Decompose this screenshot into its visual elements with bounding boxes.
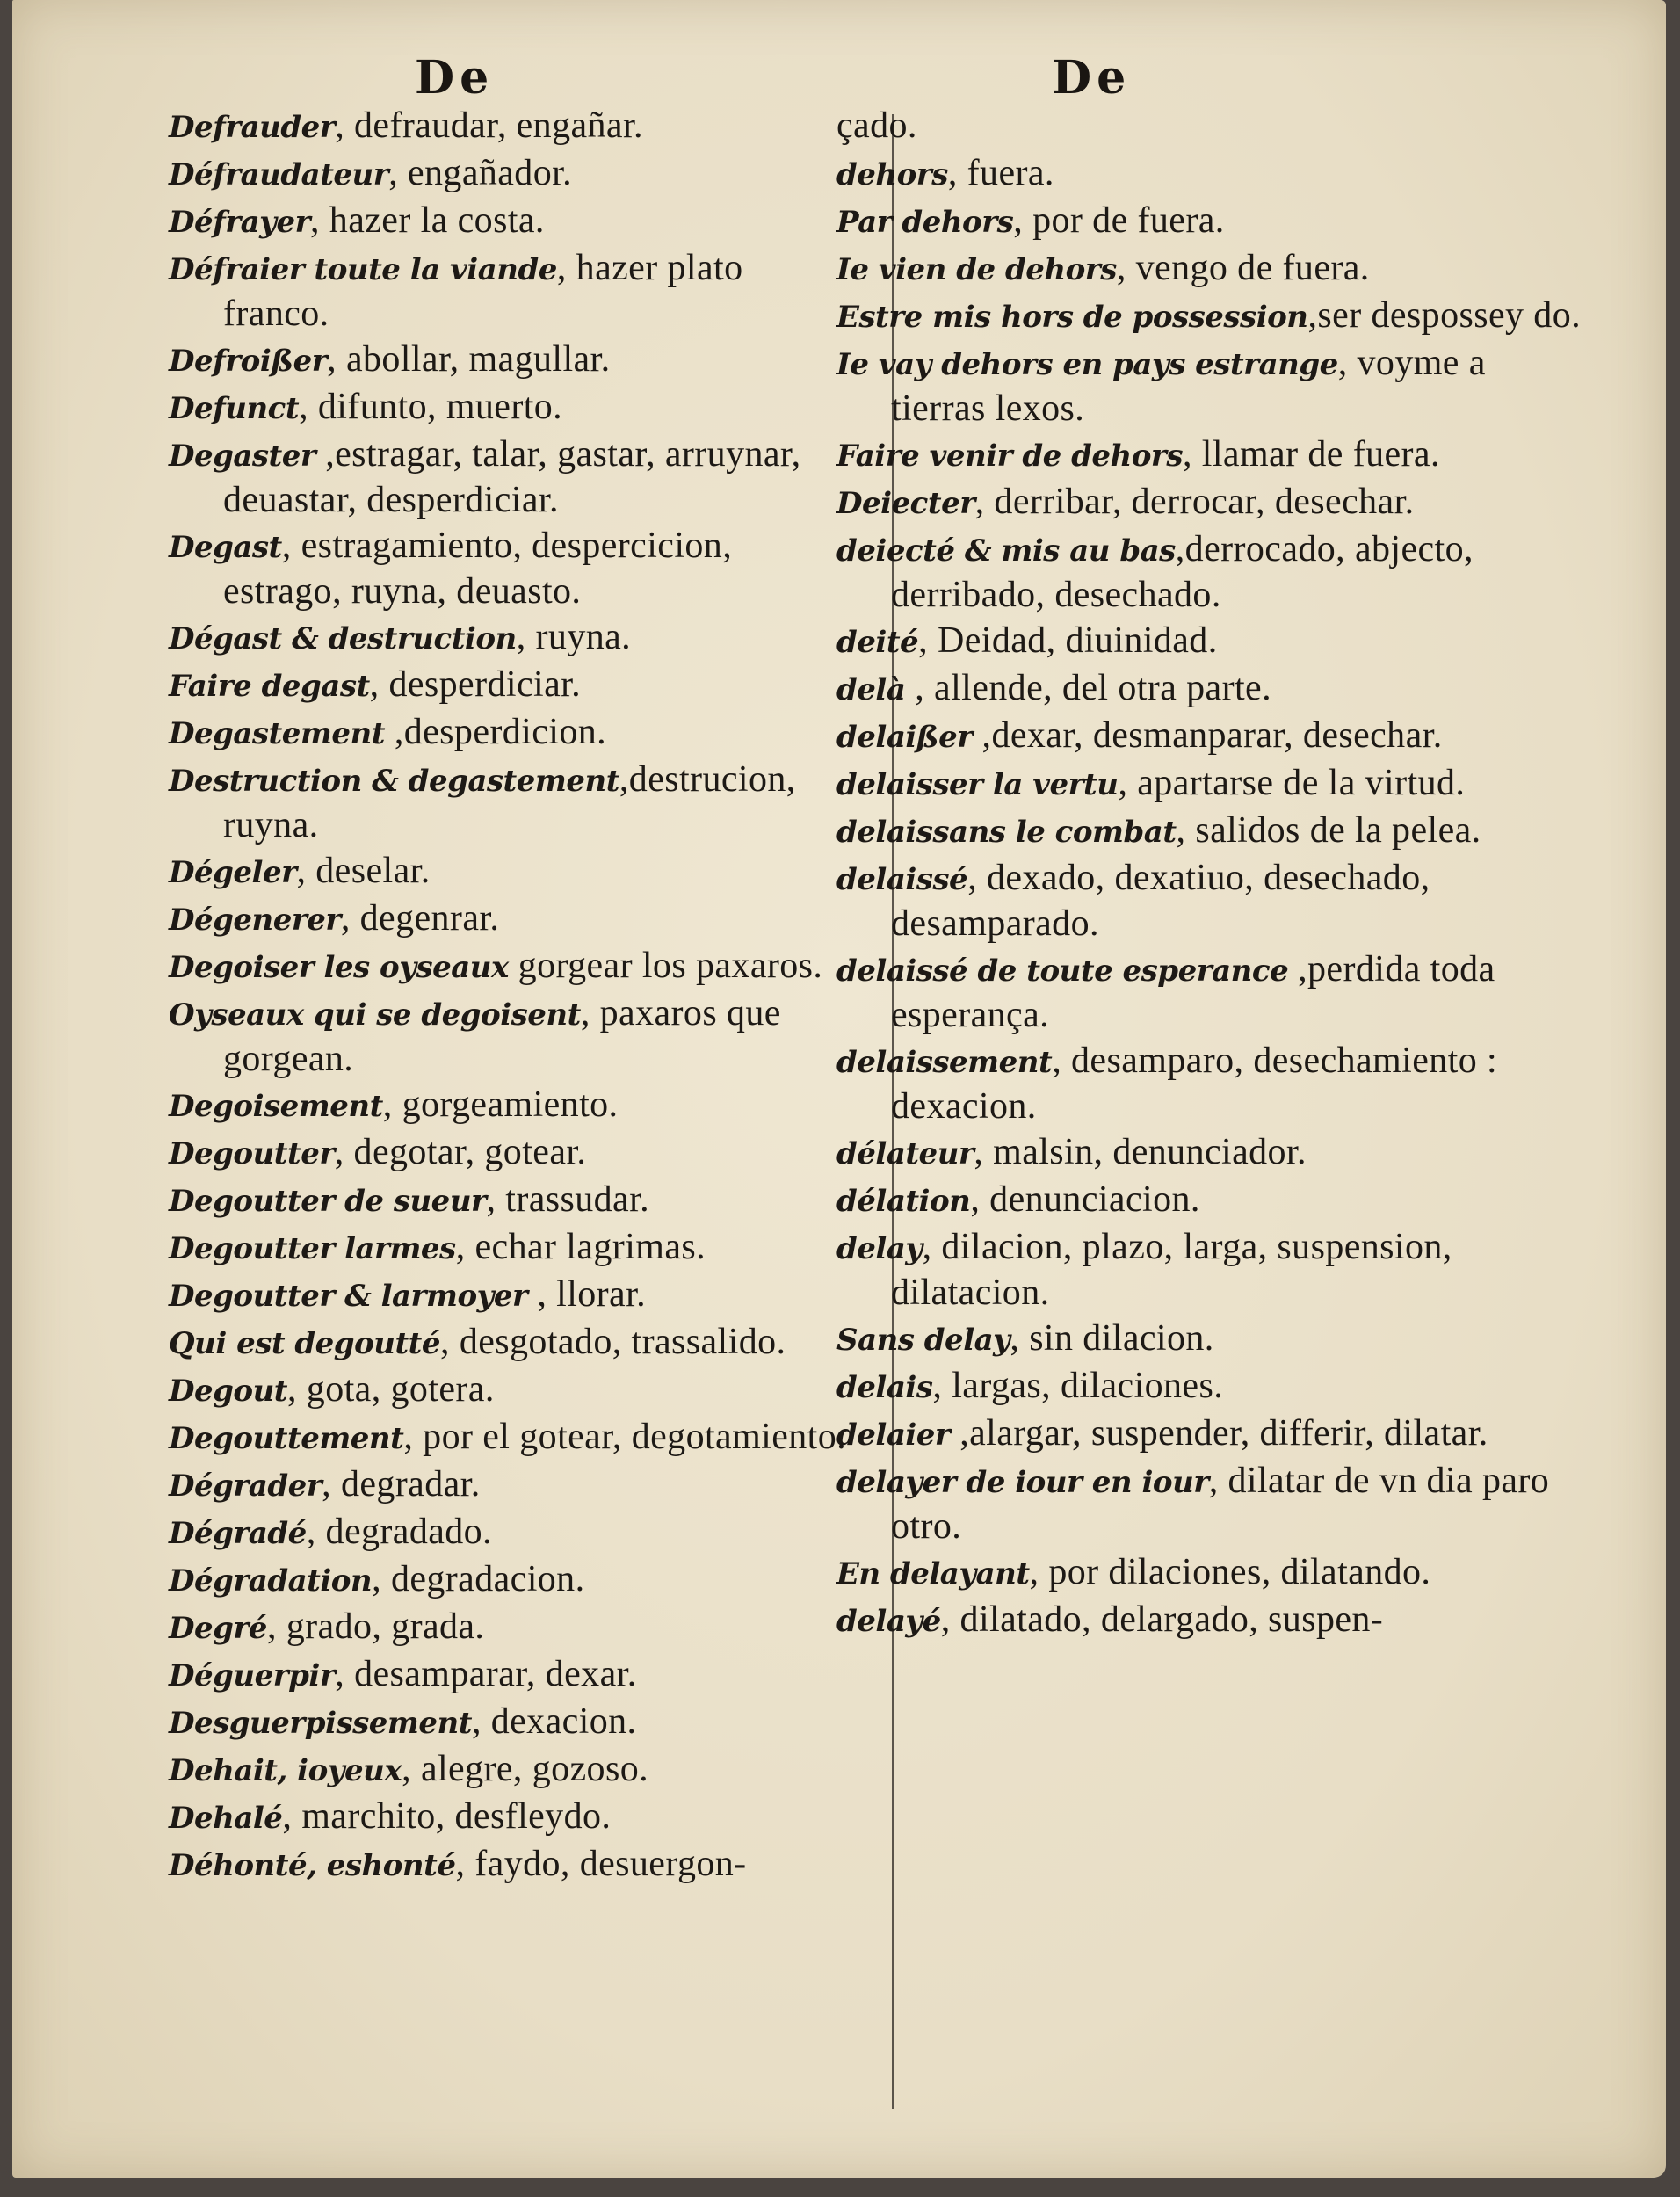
headword: deité — [836, 625, 919, 660]
headword: deiecté & mis au bas — [836, 533, 1176, 569]
translation: , trassudar. — [486, 1179, 650, 1220]
translation: , dilacion, plazo, larga, suspension, dilatacion. — [891, 1227, 1452, 1313]
dictionary-entry — [836, 1225, 1583, 1315]
headword: Dégeler — [169, 855, 297, 890]
translation: , faydo, desuergon- — [455, 1844, 747, 1884]
dictionary-entry — [169, 991, 854, 1081]
translation: , vengo de fuera. — [1116, 248, 1370, 288]
dictionary-entry — [836, 856, 1583, 946]
translation: , Deidad, diuinidad. — [918, 620, 1218, 661]
headword: delaissement — [836, 1045, 1053, 1080]
headword: delaier — [836, 1418, 951, 1453]
dictionary-entry — [169, 710, 854, 756]
dictionary-entry — [169, 1795, 854, 1840]
translation: , malsin, denunciador. — [974, 1132, 1307, 1172]
translation: , grado, grada. — [266, 1606, 485, 1647]
dictionary-entry — [169, 1415, 854, 1461]
headword: Dégrader — [169, 1468, 322, 1504]
headword: Degast — [169, 530, 282, 565]
translation: , hazer la costa. — [310, 200, 545, 241]
headword: Degastement — [169, 716, 385, 751]
right-column — [836, 104, 1583, 1645]
dictionary-entry — [836, 1459, 1583, 1548]
translation: gorgear los paxaros. — [508, 946, 823, 986]
headword: Degout — [169, 1374, 287, 1409]
dictionary-entry — [169, 849, 854, 895]
dictionary-entry — [169, 896, 854, 942]
translation: ,desperdicion. — [384, 712, 607, 752]
dictionary-entry — [836, 341, 1583, 431]
headword: Dégenerer — [169, 903, 341, 938]
dictionary-entry — [169, 663, 854, 708]
headword: Défraier toute la viande — [169, 252, 557, 287]
headword: Degaster — [169, 439, 316, 474]
dictionary-entry — [169, 432, 854, 522]
translation: , llamar de fuera. — [1182, 434, 1440, 475]
dictionary-entry — [836, 527, 1583, 617]
translation: , desamparo, desechamiento : dexacion. — [891, 1040, 1498, 1127]
dictionary-entry — [169, 246, 854, 336]
headword: dehors — [836, 157, 948, 192]
headword: delayé — [836, 1604, 941, 1639]
headword: Faire venir de dehors — [836, 439, 1183, 474]
translation: , derribar, derrocar, desechar. — [974, 482, 1415, 522]
dictionary-entry — [169, 1130, 854, 1176]
translation: , gorgeamiento. — [382, 1084, 619, 1125]
dictionary-entry — [836, 294, 1583, 339]
dictionary-entry — [836, 761, 1583, 807]
dictionary-entry — [836, 199, 1583, 244]
headword: Faire degast — [169, 669, 370, 704]
headword: Estre mis hors de possession — [836, 300, 1308, 335]
translation: , salidos de la pelea. — [1176, 810, 1481, 851]
headword: delaissé de toute esperance — [836, 953, 1289, 989]
dictionary-entry — [169, 1462, 854, 1508]
headword: Qui est degoutté — [169, 1326, 441, 1361]
translation: , degenrar. — [340, 898, 500, 939]
headword: Destruction & degastement — [169, 764, 619, 799]
dictionary-entry — [169, 337, 854, 383]
headword: delay — [836, 1231, 923, 1266]
translation: , llorar. — [527, 1274, 647, 1315]
dictionary-entry — [836, 1039, 1583, 1128]
headword: delaisser la vertu — [836, 767, 1119, 802]
translation: , sin dilacion. — [1010, 1318, 1214, 1359]
translation: , dexado, dexatiuo, desechado, desamparado. — [891, 858, 1430, 944]
dictionary-entry — [169, 1652, 854, 1698]
headword: Degoutter larmes — [169, 1231, 456, 1266]
translation: ,destrucion, ruyna. — [223, 759, 796, 845]
headword: Dehalé — [169, 1801, 283, 1836]
headword: Oyseaux qui se degoisent — [169, 997, 581, 1033]
headword: delaissé — [836, 862, 968, 897]
dictionary-entry — [169, 104, 854, 149]
dictionary-entry — [836, 714, 1583, 759]
translation: , desgotado, trassalido. — [440, 1322, 786, 1362]
translation: ,ser despossey do. — [1307, 295, 1582, 336]
translation: ,dexar, desmanparar, desechar. — [972, 715, 1443, 756]
dictionary-entry — [169, 524, 854, 613]
translation: , dilatar de vn dia paro otro. — [891, 1461, 1550, 1547]
headword: Deiecter — [836, 486, 975, 521]
running-head-left: De — [415, 51, 495, 105]
dictionary-entry — [836, 947, 1583, 1037]
dictionary-entry — [169, 1367, 854, 1413]
translation: ,estragar, talar, gastar, arruynar, deuastar, desperdiciar. — [223, 434, 801, 520]
dictionary-entry — [169, 1178, 854, 1223]
dictionary-entry — [169, 1320, 854, 1366]
translation: ,perdida toda esperança. — [891, 949, 1495, 1035]
translation: , voyme a tierras lexos. — [891, 343, 1486, 429]
translation: , paxaros que gorgean. — [223, 993, 781, 1079]
dictionary-entry — [169, 1557, 854, 1603]
translation: , largas, dilaciones. — [932, 1366, 1224, 1406]
translation: , defraudar, engañar. — [335, 105, 643, 146]
headword: Degouttement — [169, 1421, 404, 1456]
dictionary-entry — [169, 758, 854, 847]
translation: , degotar, gotear. — [334, 1132, 587, 1172]
headword: delaissans le combat — [836, 815, 1177, 850]
translation: , engañador. — [388, 153, 573, 193]
headword: Déguerpir — [169, 1658, 336, 1693]
headword: delà — [836, 672, 906, 707]
translation: , dexacion. — [471, 1701, 637, 1742]
dictionary-entry — [836, 808, 1583, 854]
translation: ,alargar, suspender, differir, dilatar. — [950, 1413, 1488, 1454]
translation: çado. — [836, 105, 917, 146]
headword: delaißer — [836, 720, 973, 755]
dictionary-entry — [169, 1225, 854, 1271]
dictionary-entry — [836, 1316, 1583, 1362]
running-head-right: De — [1052, 51, 1132, 105]
translation: , abollar, magullar. — [327, 339, 611, 380]
dictionary-entry — [169, 1273, 854, 1318]
dictionary-entry — [836, 246, 1583, 292]
translation: , desamparar, dexar. — [335, 1654, 637, 1694]
headword: délateur — [836, 1136, 974, 1171]
headword: En delayant — [836, 1556, 1030, 1592]
translation: , deselar. — [296, 851, 431, 891]
headword: Dehait, ioyeux — [169, 1753, 402, 1788]
headword: Defrauder — [169, 110, 336, 145]
dictionary-entry — [836, 1550, 1583, 1596]
translation: , por dilaciones, dilatando. — [1029, 1552, 1431, 1592]
translation: , desperdiciar. — [369, 664, 582, 705]
dictionary-entry — [836, 104, 1583, 149]
headword: Degoutter de sueur — [169, 1184, 487, 1219]
dictionary-entry — [169, 615, 854, 661]
dictionary-entry — [836, 1598, 1583, 1643]
dictionary-entry — [836, 619, 1583, 664]
translation: , denunciacion. — [970, 1179, 1200, 1220]
dictionary-entry — [836, 1364, 1583, 1410]
dictionary-entry — [836, 1178, 1583, 1223]
dictionary-entry — [169, 385, 854, 431]
headword: Dégradé — [169, 1516, 307, 1551]
translation: , degradar. — [322, 1464, 481, 1505]
headword: Ie vay dehors en pays estrange — [836, 347, 1338, 382]
translation: , difunto, muerto. — [299, 387, 563, 427]
dictionary-entry — [169, 151, 854, 197]
headword: Degoutter — [169, 1136, 335, 1171]
left-column — [169, 104, 854, 1889]
dictionary-entry — [169, 1510, 854, 1555]
dictionary-entry — [836, 1411, 1583, 1457]
headword: Defunct — [169, 391, 300, 426]
translation: , allende, del otra parte. — [905, 668, 1271, 708]
headword: Défrayer — [169, 205, 310, 240]
translation: ,derrocado, abjecto, derribado, desechado. — [891, 529, 1474, 615]
translation: , estragamiento, despercicion, estrago, ruyna, deuasto. — [223, 526, 733, 612]
headword: Degré — [169, 1611, 267, 1646]
dictionary-entry — [836, 1130, 1583, 1176]
headword: Déhonté, eshonté — [169, 1848, 456, 1883]
headword: délation — [836, 1184, 971, 1219]
headword: Defroißer — [169, 344, 328, 379]
headword: Ie vien de dehors — [836, 252, 1117, 287]
translation: , degradacion. — [372, 1559, 585, 1599]
headword: Dégradation — [169, 1563, 373, 1599]
headword: delayer de iour en iour — [836, 1465, 1209, 1500]
headword: Degoutter & larmoyer — [169, 1279, 528, 1314]
dictionary-entry — [169, 199, 854, 244]
dictionary-entry — [836, 432, 1583, 478]
translation: , hazer plato franco. — [223, 248, 743, 334]
translation: , marchito, desfleydo. — [282, 1796, 612, 1837]
translation: , dilatado, delargado, suspen- — [940, 1599, 1384, 1640]
dictionary-entry — [169, 1747, 854, 1793]
headword: delais — [836, 1370, 933, 1405]
translation: , por el gotear, degotamiento. — [403, 1417, 847, 1457]
translation: , degradado. — [306, 1512, 492, 1552]
book-page — [12, 0, 1666, 2178]
headword: Par dehors — [836, 205, 1014, 240]
translation: , apartarse de la virtud. — [1118, 763, 1466, 803]
dictionary-entry — [169, 1605, 854, 1650]
headword: Degoisement — [169, 1089, 383, 1124]
dictionary-entry — [836, 666, 1583, 712]
dictionary-entry — [169, 1083, 854, 1128]
headword: Dégast & destruction — [169, 621, 517, 656]
translation: , echar lagrimas. — [455, 1227, 706, 1267]
translation: , ruyna. — [516, 617, 632, 657]
dictionary-entry — [836, 480, 1583, 526]
headword: Desguerpissement — [169, 1706, 472, 1741]
dictionary-entry — [169, 1842, 854, 1888]
headword: Défraudateur — [169, 157, 389, 192]
translation: , por de fuera. — [1013, 200, 1225, 241]
translation: , gota, gotera. — [287, 1369, 495, 1410]
headword: Degoiser les oyseaux — [169, 950, 509, 985]
translation: , alegre, gozoso. — [402, 1749, 649, 1789]
dictionary-entry — [169, 1700, 854, 1745]
translation: , fuera. — [947, 153, 1054, 193]
dictionary-entry — [836, 151, 1583, 197]
headword: Sans delay — [836, 1323, 1010, 1358]
dictionary-entry — [169, 944, 854, 990]
